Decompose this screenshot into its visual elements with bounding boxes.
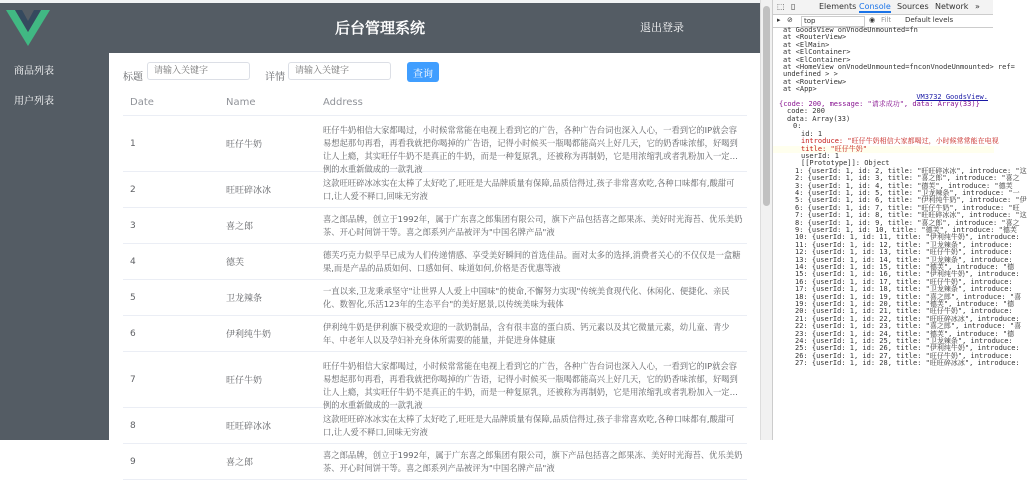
console-array-item[interactable]: 27: {userId: 1, id: 28, title: "旺旺碎冰冰", introduce: bbox=[795, 359, 1020, 368]
address-text: 喜之郎品牌，创立于1992年，属于广东喜之郎集团有限公司，旗下产品包括喜之郎果冻、美好时光海苔、优乐美奶茶、开心时间饼干等。喜之郎系列产品被评为"中国名牌产品"液 bbox=[323, 449, 743, 473]
console-array-item[interactable]: 22: {userId: 1, id: 23, title: "喜之郎", introduce: "喜 bbox=[795, 322, 1022, 331]
devtools-panel bbox=[772, 0, 1027, 440]
console-array-item[interactable]: 23: {userId: 1, id: 24, title: "德芙", introduce: "德 bbox=[795, 329, 1015, 338]
scrollbar-thumb[interactable] bbox=[763, 6, 770, 206]
detail-label: 详情 bbox=[265, 72, 285, 83]
console-source-link[interactable]: VM3732 GoodsView. bbox=[916, 92, 988, 101]
filter-input[interactable]: Filt bbox=[881, 16, 892, 24]
table-cell-address bbox=[316, 316, 747, 352]
table-row[interactable] bbox=[123, 352, 747, 408]
more-tabs-icon[interactable]: » bbox=[975, 2, 980, 11]
search-bar bbox=[123, 60, 743, 92]
table-cell-name: 卫龙辣条 bbox=[219, 280, 316, 316]
console-prop-title: title: "旺仔牛奶" bbox=[773, 146, 994, 153]
table-row[interactable] bbox=[123, 244, 747, 280]
table-cell-address bbox=[316, 208, 747, 244]
table-cell-name: 伊利纯牛奶 bbox=[219, 316, 316, 352]
tab-elements[interactable]: Elements bbox=[819, 2, 857, 11]
table-cell-name: 旺仔牛奶 bbox=[219, 116, 316, 172]
table-cell-date: 5 bbox=[123, 280, 219, 316]
console-prop-prototype[interactable]: [[Prototype]]: Object bbox=[801, 159, 890, 168]
column-header-address[interactable]: Address bbox=[316, 89, 747, 116]
table-cell-address bbox=[316, 116, 747, 172]
address-text: 一直以来,卫龙秉承坚守"让世界人人爱上中国味"的使命,不懈努力实现"传统美食现代化、休闲化、便捷化、亲民化、数智化,乐活123年的生态平台"的美好愿景,以传统美味为载体 bbox=[323, 285, 730, 309]
console-array-item[interactable]: 17: {userId: 1, id: 18, title: "卫龙辣条", introduce: bbox=[795, 285, 1013, 294]
page-title: 后台管理系统 bbox=[334, 19, 425, 37]
table-cell-address bbox=[316, 244, 747, 280]
sidebar bbox=[0, 53, 109, 440]
console-stack-line: at <ElMain> bbox=[783, 40, 830, 49]
tab-console[interactable]: Console bbox=[859, 2, 891, 11]
table-cell-date: 6 bbox=[123, 316, 219, 352]
console-array-item[interactable]: 21: {userId: 1, id: 22, title: "旺旺碎冰冰", introduce: bbox=[795, 314, 1020, 323]
table-cell-name: 旺仔牛奶 bbox=[219, 352, 316, 408]
table-cell-address bbox=[316, 280, 747, 316]
address-text: 伊利纯牛奶是伊利旗下极受欢迎的一款奶制品，含有很丰富的蛋白质、钙元素以及其它微量元素，幼儿童、青少年、中老年人以及孕妇补充身体所需要的能量，并促进身体健康 bbox=[323, 321, 730, 345]
eye-icon[interactable]: ◉ bbox=[869, 16, 876, 24]
context-select[interactable]: top bbox=[801, 16, 865, 27]
table-row[interactable] bbox=[123, 408, 747, 444]
title-search-input[interactable] bbox=[147, 62, 250, 80]
console-array-item[interactable]: 5: {userId: 1, id: 6, title: "伊利纯牛奶", introduce: "伊 bbox=[795, 196, 1027, 205]
table-row[interactable] bbox=[123, 316, 747, 352]
table-row[interactable] bbox=[123, 172, 747, 208]
log-levels-select[interactable]: Default levels bbox=[905, 16, 954, 24]
table-row[interactable] bbox=[123, 116, 747, 172]
goods-table bbox=[123, 89, 747, 480]
tab-network[interactable]: Network bbox=[935, 2, 969, 11]
sidebar-toggle-icon[interactable]: ▸ bbox=[777, 16, 781, 24]
address-text: 德芙巧克力似乎早已成为人们传递情感、享受美好瞬间的首选佳品。面对太多的选择,消费者关心的不仅仅是一盒糖果,而是产品的品质如何、口感如何、味道如何,价格是否优惠等液 bbox=[323, 249, 741, 273]
console-prop-userid: userId: 1 bbox=[801, 151, 839, 160]
console-data-line[interactable]: data: Array(33) bbox=[787, 114, 851, 123]
table-cell-name: 喜之郎 bbox=[219, 208, 316, 244]
query-button[interactable]: 查询 bbox=[407, 62, 439, 82]
title-label: 标题 bbox=[123, 72, 143, 83]
console-array-item[interactable]: 20: {userId: 1, id: 21, title: "旺仔牛奶", introduce: bbox=[795, 307, 1013, 316]
sidebar-item-label: 用户列表 bbox=[14, 96, 54, 107]
console-array-item[interactable]: 12: {userId: 1, id: 13, title: "旺仔牛奶", introduce: bbox=[795, 248, 1013, 257]
console-stack-line: undefined > > bbox=[783, 70, 838, 79]
sidebar-item-label: 商品列表 bbox=[14, 66, 54, 77]
console-array-item[interactable]: 14: {userId: 1, id: 15, title: "德芙", introduce: "德 bbox=[795, 263, 1015, 271]
clear-console-icon[interactable]: ⊘ bbox=[787, 16, 793, 24]
console-array-item[interactable]: 11: {userId: 1, id: 12, title: "卫龙辣条", introduce: bbox=[795, 240, 1013, 249]
console-stack-line: at <RouterView> bbox=[783, 33, 847, 42]
table-cell-name: 旺旺碎冰冰 bbox=[219, 408, 316, 444]
console-stack-line: at GoodsView onVnodeUnmounted=fn bbox=[783, 26, 918, 34]
console-stack-line: at <ElContainer> bbox=[783, 55, 851, 64]
address-text: 这款旺旺碎冰冰实在太棒了太好吃了,旺旺是大品牌质量有保障,品质信得过,孩子非常喜欢吃,各种口味都有,酸甜可口,让人爱不释口,回味无穷液 bbox=[323, 413, 735, 437]
console-array-item[interactable]: 2: {userId: 1, id: 3, title: "喜之郎", introduce: "喜之 bbox=[795, 174, 1020, 183]
console-array-item[interactable]: 7: {userId: 1, id: 8, title: "旺旺碎冰冰", introduce: "这 bbox=[795, 211, 1027, 220]
console-array-item[interactable]: 26: {userId: 1, id: 27, title: "旺仔牛奶", introduce: bbox=[795, 351, 1013, 360]
app-header bbox=[0, 3, 760, 53]
console-array-item[interactable]: 15: {userId: 1, id: 16, title: "伊利纯牛奶", introduce: bbox=[795, 270, 1020, 279]
console-array-item[interactable]: 18: {userId: 1, id: 19, title: "喜之郎", introduce: "喜 bbox=[795, 292, 1022, 301]
table-cell-name: 旺旺碎冰冰 bbox=[219, 172, 316, 208]
table-cell-date: 9 bbox=[123, 444, 219, 480]
console-array-item[interactable]: 16: {userId: 1, id: 17, title: "旺仔牛奶", introduce: bbox=[795, 277, 1013, 286]
address-text: 旺仔牛奶相信大家都喝过，小时候常常能在电视上看到它的广告，各种广告台词也深入人心，一看到它的IP就会容易想起那句再看，再看我就把你喝掉的广告语，记得小时候买一瓶喝都能高兴上好几天，它的奶香味浓郁，好喝到让人上瘾，其实旺仔牛奶不是真正的牛奶，而是一种复原乳，还被称为再制奶，它是用浓缩乳或者乳粉加入一定比例的水重新做成的一款乳液 bbox=[323, 125, 738, 174]
console-array-item[interactable]: 24: {userId: 1, id: 25, title: "卫龙辣条", introduce: bbox=[795, 337, 1013, 346]
table-cell-address bbox=[316, 444, 747, 480]
table-cell-date: 3 bbox=[123, 208, 219, 244]
logout-link[interactable]: 退出登录 bbox=[640, 21, 684, 34]
console-array-item[interactable]: 1: {userId: 1, id: 2, title: "旺旺碎冰冰", introduce: "这 bbox=[795, 166, 1027, 175]
console-array-item[interactable]: 8: {userId: 1, id: 9, title: "喜之郎", introduce: "喜之 bbox=[795, 218, 1020, 227]
column-header-name[interactable]: Name bbox=[219, 89, 316, 116]
console-array-item[interactable]: 25: {userId: 1, id: 26, title: "伊利纯牛奶", introduce: bbox=[795, 344, 1020, 353]
console-stack-line: at <ElContainer> bbox=[783, 48, 851, 57]
main-content bbox=[109, 53, 760, 473]
table-cell-date: 4 bbox=[123, 244, 219, 280]
console-prop-id: id: 1 bbox=[801, 129, 823, 138]
console-array-item[interactable]: 6: {userId: 1, id: 7, title: "旺仔牛奶", introduce: "旺 bbox=[795, 203, 1020, 212]
table-row[interactable] bbox=[123, 444, 747, 480]
address-text: 喜之郎品牌，创立于1992年，属于广东喜之郎集团有限公司，旗下产品包括喜之郎果冻、美好时光海苔、优乐美奶茶、开心时间饼干等。喜之郎系列产品被评为"中国名牌产品"液 bbox=[323, 213, 743, 237]
console-array-item[interactable]: 13: {userId: 1, id: 14, title: "卫龙辣条", introduce: bbox=[795, 255, 1013, 264]
console-array-item[interactable]: 4: {userId: 1, id: 5, title: "卫龙辣条", introduce: "一 bbox=[795, 188, 1020, 197]
console-array-item[interactable]: 10: {userId: 1, id: 11, title: "伊利纯牛奶", introduce: bbox=[795, 233, 1020, 242]
console-code-line: code: 200 bbox=[787, 107, 825, 116]
sidebar-item-users[interactable] bbox=[0, 87, 109, 117]
table-cell-date: 7 bbox=[123, 352, 219, 408]
tab-sources[interactable]: Sources bbox=[897, 2, 929, 11]
console-array-item[interactable]: 3: {userId: 1, id: 4, title: "德芙", introduce: "德芙 bbox=[795, 181, 1013, 190]
console-stack-line: at <HomeView onVnodeUnmounted=fnconVnodeUnmounted> ref= bbox=[783, 63, 1015, 72]
column-header-date[interactable]: Date bbox=[123, 89, 219, 116]
table-cell-name: 德芙 bbox=[219, 244, 316, 280]
detail-search-input[interactable] bbox=[288, 62, 391, 80]
inspect-icon[interactable]: ⬚ bbox=[777, 2, 785, 11]
address-text: 这款旺旺碎冰冰实在太棒了太好吃了,旺旺是大品牌质量有保障,品质信得过,孩子非常喜欢吃,各种口味都有,酸甜可口,让人爱不释口,回味无穷液 bbox=[323, 177, 735, 201]
console-response-object[interactable]: {code: 200, message: "请求成功", data: Array(33)} bbox=[779, 100, 980, 109]
console-stack-line: at <App> bbox=[783, 85, 817, 94]
console-output bbox=[773, 26, 1027, 368]
table-cell-address bbox=[316, 352, 747, 408]
console-array-item[interactable]: 9: {userId: 1, id: 10, title: "德芙", introduce: "德芙 bbox=[795, 225, 1017, 234]
table-cell-address bbox=[316, 172, 747, 208]
device-toggle-icon[interactable]: ▯ bbox=[791, 2, 796, 11]
table-cell-address bbox=[316, 408, 747, 444]
address-text: 旺仔牛奶相信大家都喝过，小时候常常能在电视上看到它的广告，各种广告台词也深入人心，一看到它的IP就会容易想起那句再看，再看我就把你喝掉的广告语，记得小时候买一瓶喝都能高兴上好几天，它的奶香味浓郁，好喝到让人上瘾，其实旺仔牛奶不是真正的牛奶，而是一种复原乳，还被称为再制奶，它是用浓缩乳或者乳粉加入一定比例的水重新做成的一款乳液 bbox=[323, 361, 738, 410]
devtools-tabs bbox=[773, 0, 993, 15]
table-row[interactable] bbox=[123, 208, 747, 244]
table-cell-date: 2 bbox=[123, 172, 219, 208]
console-stack-line: at <RouterView> bbox=[783, 77, 847, 86]
table-row[interactable] bbox=[123, 280, 747, 316]
console-item-0[interactable]: 0: bbox=[793, 122, 802, 131]
console-array-item[interactable]: 19: {userId: 1, id: 20, title: "德芙", introduce: "德 bbox=[795, 300, 1015, 309]
table-cell-name: 喜之郎 bbox=[219, 444, 316, 480]
page-scrollbar[interactable] bbox=[760, 0, 772, 440]
console-prop-introduce: introduce: "旺仔牛奶相信大家都喝过，小时候常常能在电视 bbox=[801, 137, 999, 146]
table-header-row bbox=[123, 89, 747, 116]
table-cell-date: 8 bbox=[123, 408, 219, 444]
table-cell-date: 1 bbox=[123, 116, 219, 172]
sidebar-item-goods[interactable] bbox=[0, 57, 109, 87]
